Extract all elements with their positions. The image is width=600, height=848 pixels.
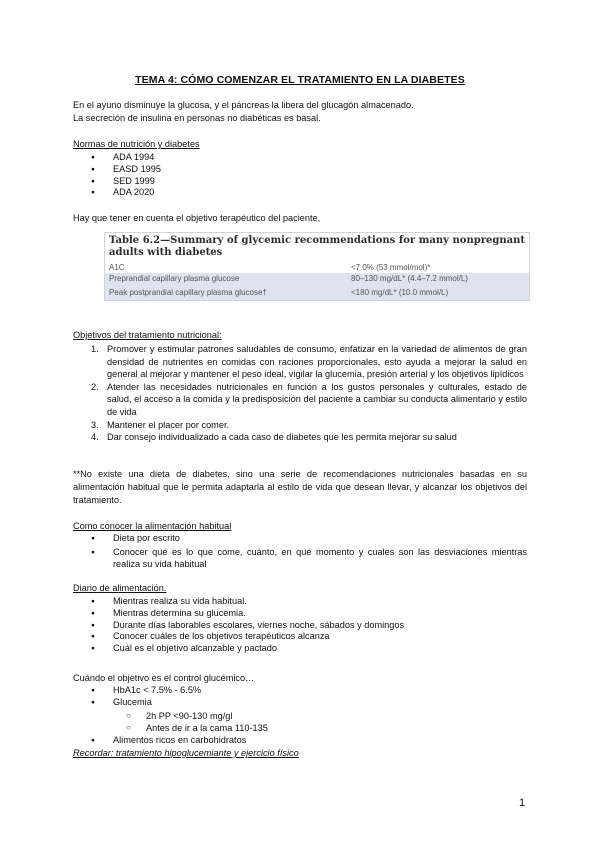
objetivo-line: Hay que tener en cuenta el objetivo terapéutico del paciente, bbox=[73, 213, 321, 223]
list-item: ● Conocer qué es lo que come, cuánto, en qué momento y cuales son las desviaciones mientras realiza su vida habitual bbox=[91, 547, 527, 571]
list-item: ● SED 1999 bbox=[91, 176, 161, 188]
table-cell-value: 80–130 mg/dL* (4.4–7.2 mmol/L) bbox=[351, 274, 468, 283]
page-title: TEMA 4: CÓMO COMENZAR EL TRATAMIENTO EN LA DIABETES bbox=[135, 74, 465, 86]
table-row bbox=[105, 287, 529, 300]
control-heading: Cuándo el objetivo es el control glucémico… bbox=[73, 673, 255, 683]
glycemic-table bbox=[104, 232, 530, 274]
list-item: 2. Atender las necesidades nutricionales en función a los gustos personales y culturales, estado de salud, el acceso a la comida y la predisposición del paciente a cambiar su conducta alimentario y estilo de vida bbox=[91, 381, 527, 417]
list-item: ● Cuál es el objetivo alcanzable y pactado bbox=[91, 643, 404, 655]
list-item: ● ADA 2020 bbox=[91, 187, 161, 199]
list-item: ● HbA1c < 7.5% - 6.5% bbox=[91, 685, 201, 697]
list-item: ● Dieta por escrito bbox=[91, 533, 527, 545]
normas-list bbox=[91, 152, 161, 199]
list-item: ○ 2h PP <90-130 mg/gl bbox=[126, 710, 268, 722]
conocer-heading: Como conocer la alimentación habitual bbox=[73, 521, 232, 531]
list-item: ● Glucemia bbox=[91, 697, 201, 709]
intro-line-1: En el ayuno disminuye la glucosa, y el páncreas la libera del glucagón almacenado. bbox=[73, 100, 414, 110]
alimentos-list bbox=[91, 735, 246, 747]
table-heading: Table 6.2—Summary of glycemic recommendations for many nonpregnant adults with diabetes bbox=[109, 235, 525, 258]
table-cell-value: <7.0% (53 mmol/mol)* bbox=[351, 263, 431, 272]
list-item: 4. Dar consejo individualizado a cada caso de diabetes que les permita mejorar su salud bbox=[91, 432, 457, 443]
normas-heading: Normas de nutrición y diabetes bbox=[73, 139, 200, 149]
list-item: 3. Mantener el placer por comer. bbox=[91, 419, 230, 430]
objetivos-list bbox=[79, 343, 527, 444]
table-cell-value: <180 mg/dL* (10.0 mmol/L) bbox=[351, 288, 449, 297]
conocer-list bbox=[91, 533, 527, 570]
list-item: 1. Promover y estimular patrones saludables de consumo, enfatizar en la variedad de alimentos de gran densidad de nutrientes en comidas con raciones proporcionales, esto ayuda a mejorar la salud en general al mejorar y mantener el peso ideal, vigilar la glucemia, presión arterial y los objetivos lipídicos bbox=[91, 344, 527, 380]
intro-line-2: La secreción de insulina en personas no diabéticas es basal. bbox=[73, 113, 321, 123]
diario-list bbox=[91, 596, 404, 655]
nota-paragraph: **No existe una dieta de diabetes, sino una serie de recomendaciones nutricionales basadas en su alimentación habitual que le permita adaptarla al estilo de vida que desean llevar, y alcanzar los objetivos del tratamiento. bbox=[73, 469, 527, 505]
control-list bbox=[91, 685, 201, 709]
list-item: ● Alimentos ricos en carbohidratos bbox=[91, 735, 246, 747]
page-number: 1 bbox=[519, 797, 526, 809]
diario-heading: Diario de alimentación. bbox=[73, 583, 167, 593]
table-cell-label: A1C bbox=[109, 263, 125, 272]
recordar-note: Recordar: tratamiento hipoglucemiante y ejercicio físico bbox=[73, 748, 299, 758]
objetivos-heading: Objetivos del tratamiento nutricional: bbox=[73, 330, 222, 340]
glucemia-sublist bbox=[126, 710, 268, 734]
list-item: ● Durante días laborables escolares, viernes noche, sábados y domingos bbox=[91, 620, 404, 632]
table-row bbox=[105, 273, 529, 287]
glycemic-table-rows bbox=[104, 273, 530, 301]
list-item: ● Mientras determina su glucemia. bbox=[91, 608, 404, 620]
list-item: ● ADA 1994 bbox=[91, 152, 161, 164]
table-cell-label: Preprandial capillary plasma glucose bbox=[109, 274, 240, 283]
list-item: ○ Antes de ir a la cama 110-135 bbox=[126, 722, 268, 734]
table-cell-label: Peak postprandial capillary plasma glucose† bbox=[109, 288, 267, 297]
list-item: ● EASD 1995 bbox=[91, 164, 161, 176]
list-item: ● Conocer cuáles de los objetivos terapéuticos alcanza bbox=[91, 631, 404, 643]
list-item: ● Mientras realiza su vida habitual. bbox=[91, 596, 404, 608]
